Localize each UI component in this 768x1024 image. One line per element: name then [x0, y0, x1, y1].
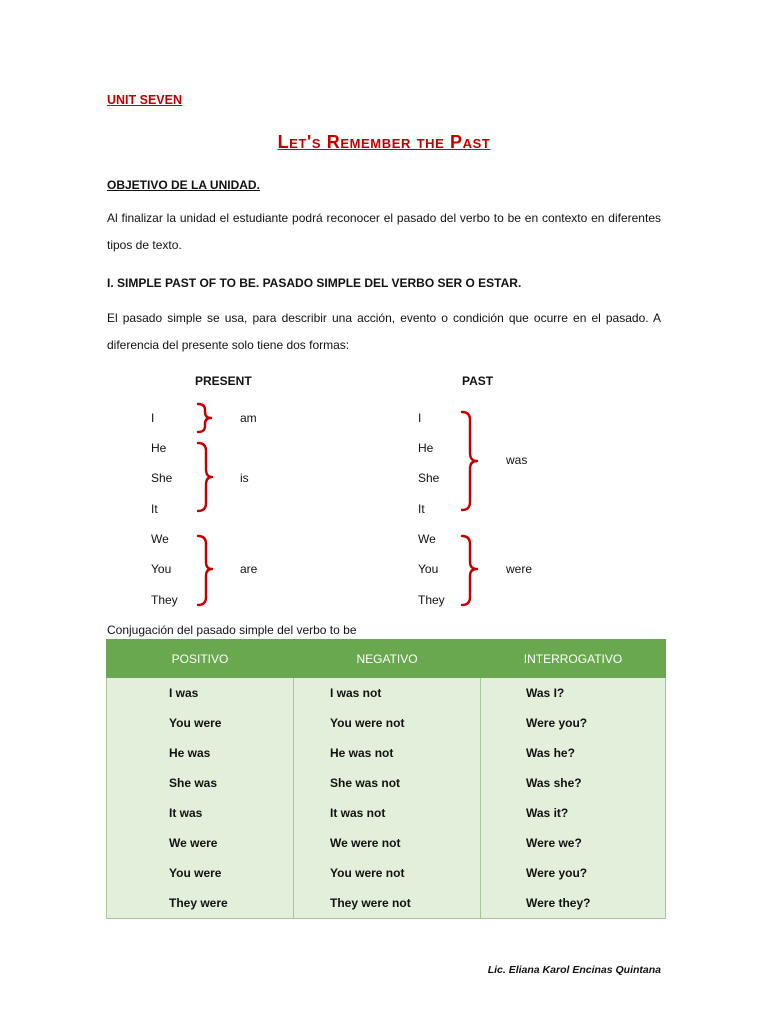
- objective-heading: OBJETIVO DE LA UNIDAD.: [107, 178, 260, 192]
- table-cell: Was he?: [481, 738, 666, 768]
- table-row: [107, 678, 666, 708]
- past-pronoun: She: [418, 471, 440, 485]
- column-header: POSITIVO: [107, 639, 294, 678]
- bracket-shape: [198, 536, 212, 605]
- present-pronoun: They: [151, 593, 178, 607]
- present-pronoun: She: [151, 471, 173, 485]
- table-cell: It was: [107, 798, 294, 828]
- table-cell: We were not: [294, 828, 481, 858]
- past-verb: was: [506, 453, 528, 467]
- table-header-row: [107, 639, 666, 678]
- past-pronoun: They: [418, 593, 445, 607]
- present-pronoun: You: [151, 562, 172, 576]
- past-heading: PAST: [462, 374, 494, 388]
- table-cell: They were: [107, 888, 294, 919]
- present-verb: is: [240, 471, 249, 485]
- table-cell: Was I?: [481, 678, 666, 708]
- table-cell: Was it?: [481, 798, 666, 828]
- table-cell: Were they?: [481, 888, 666, 919]
- table-cell: Were you?: [481, 708, 666, 738]
- table-cell: It was not: [294, 798, 481, 828]
- present-heading: PRESENT: [195, 374, 252, 388]
- intro-text: El pasado simple se usa, para describir una acción, evento o condición que ocurre en el pasado. A diferencia del presente solo tiene dos formas:: [107, 311, 661, 352]
- bracket-shape: [462, 412, 477, 510]
- past-verb: were: [506, 562, 533, 576]
- table-cell: You were not: [294, 858, 481, 888]
- present-verb: are: [240, 562, 258, 576]
- table-cell: We were: [107, 828, 294, 858]
- page-title: Let's Remember the Past: [277, 132, 491, 152]
- table-cell: Was she?: [481, 768, 666, 798]
- table-row: [107, 858, 666, 888]
- table-cell: He was: [107, 738, 294, 768]
- table-cell: I was: [107, 678, 294, 708]
- past-pronoun: It: [418, 502, 425, 516]
- past-pronoun: You: [418, 562, 439, 576]
- bracket-shape: [198, 443, 212, 511]
- table-cell: You were: [107, 858, 294, 888]
- table-row: [107, 768, 666, 798]
- present-pronoun: I: [151, 411, 155, 425]
- objective-text: Al finalizar la unidad el estudiante podrá reconocer el pasado del verbo to be en contexto en diferentes tipos de texto.: [107, 211, 661, 252]
- past-pronoun: We: [418, 532, 436, 546]
- table-cell: You were not: [294, 708, 481, 738]
- present-pronoun: It: [151, 502, 158, 516]
- table-caption: Conjugación del pasado simple del verbo to be: [107, 623, 357, 637]
- table-cell: They were not: [294, 888, 481, 919]
- past-pronoun: He: [418, 441, 434, 455]
- column-header: INTERROGATIVO: [481, 639, 666, 678]
- table-row: [107, 738, 666, 768]
- conjugation-table: [106, 639, 666, 919]
- table-row: [107, 708, 666, 738]
- present-verb: am: [240, 411, 257, 425]
- unit-label: UNIT SEVEN: [107, 93, 183, 107]
- table-cell: I was not: [294, 678, 481, 708]
- table-cell: He was not: [294, 738, 481, 768]
- section-heading: I. SIMPLE PAST OF TO BE. PASADO SIMPLE DEL VERBO SER O ESTAR.: [107, 276, 522, 290]
- table-cell: She was not: [294, 768, 481, 798]
- present-pronoun: We: [151, 532, 169, 546]
- present-pronoun: He: [151, 441, 167, 455]
- bracket-shape: [462, 536, 477, 605]
- table-cell: She was: [107, 768, 294, 798]
- column-header: NEGATIVO: [294, 639, 481, 678]
- past-pronoun: I: [418, 411, 422, 425]
- table-row: [107, 798, 666, 828]
- bracket-shape: [198, 404, 211, 432]
- table-cell: Were we?: [481, 828, 666, 858]
- table-cell: Were you?: [481, 858, 666, 888]
- table-row: [107, 828, 666, 858]
- table-cell: You were: [107, 708, 294, 738]
- author-signature: Lic. Eliana Karol Encinas Quintana: [487, 964, 661, 976]
- table-row: [107, 888, 666, 919]
